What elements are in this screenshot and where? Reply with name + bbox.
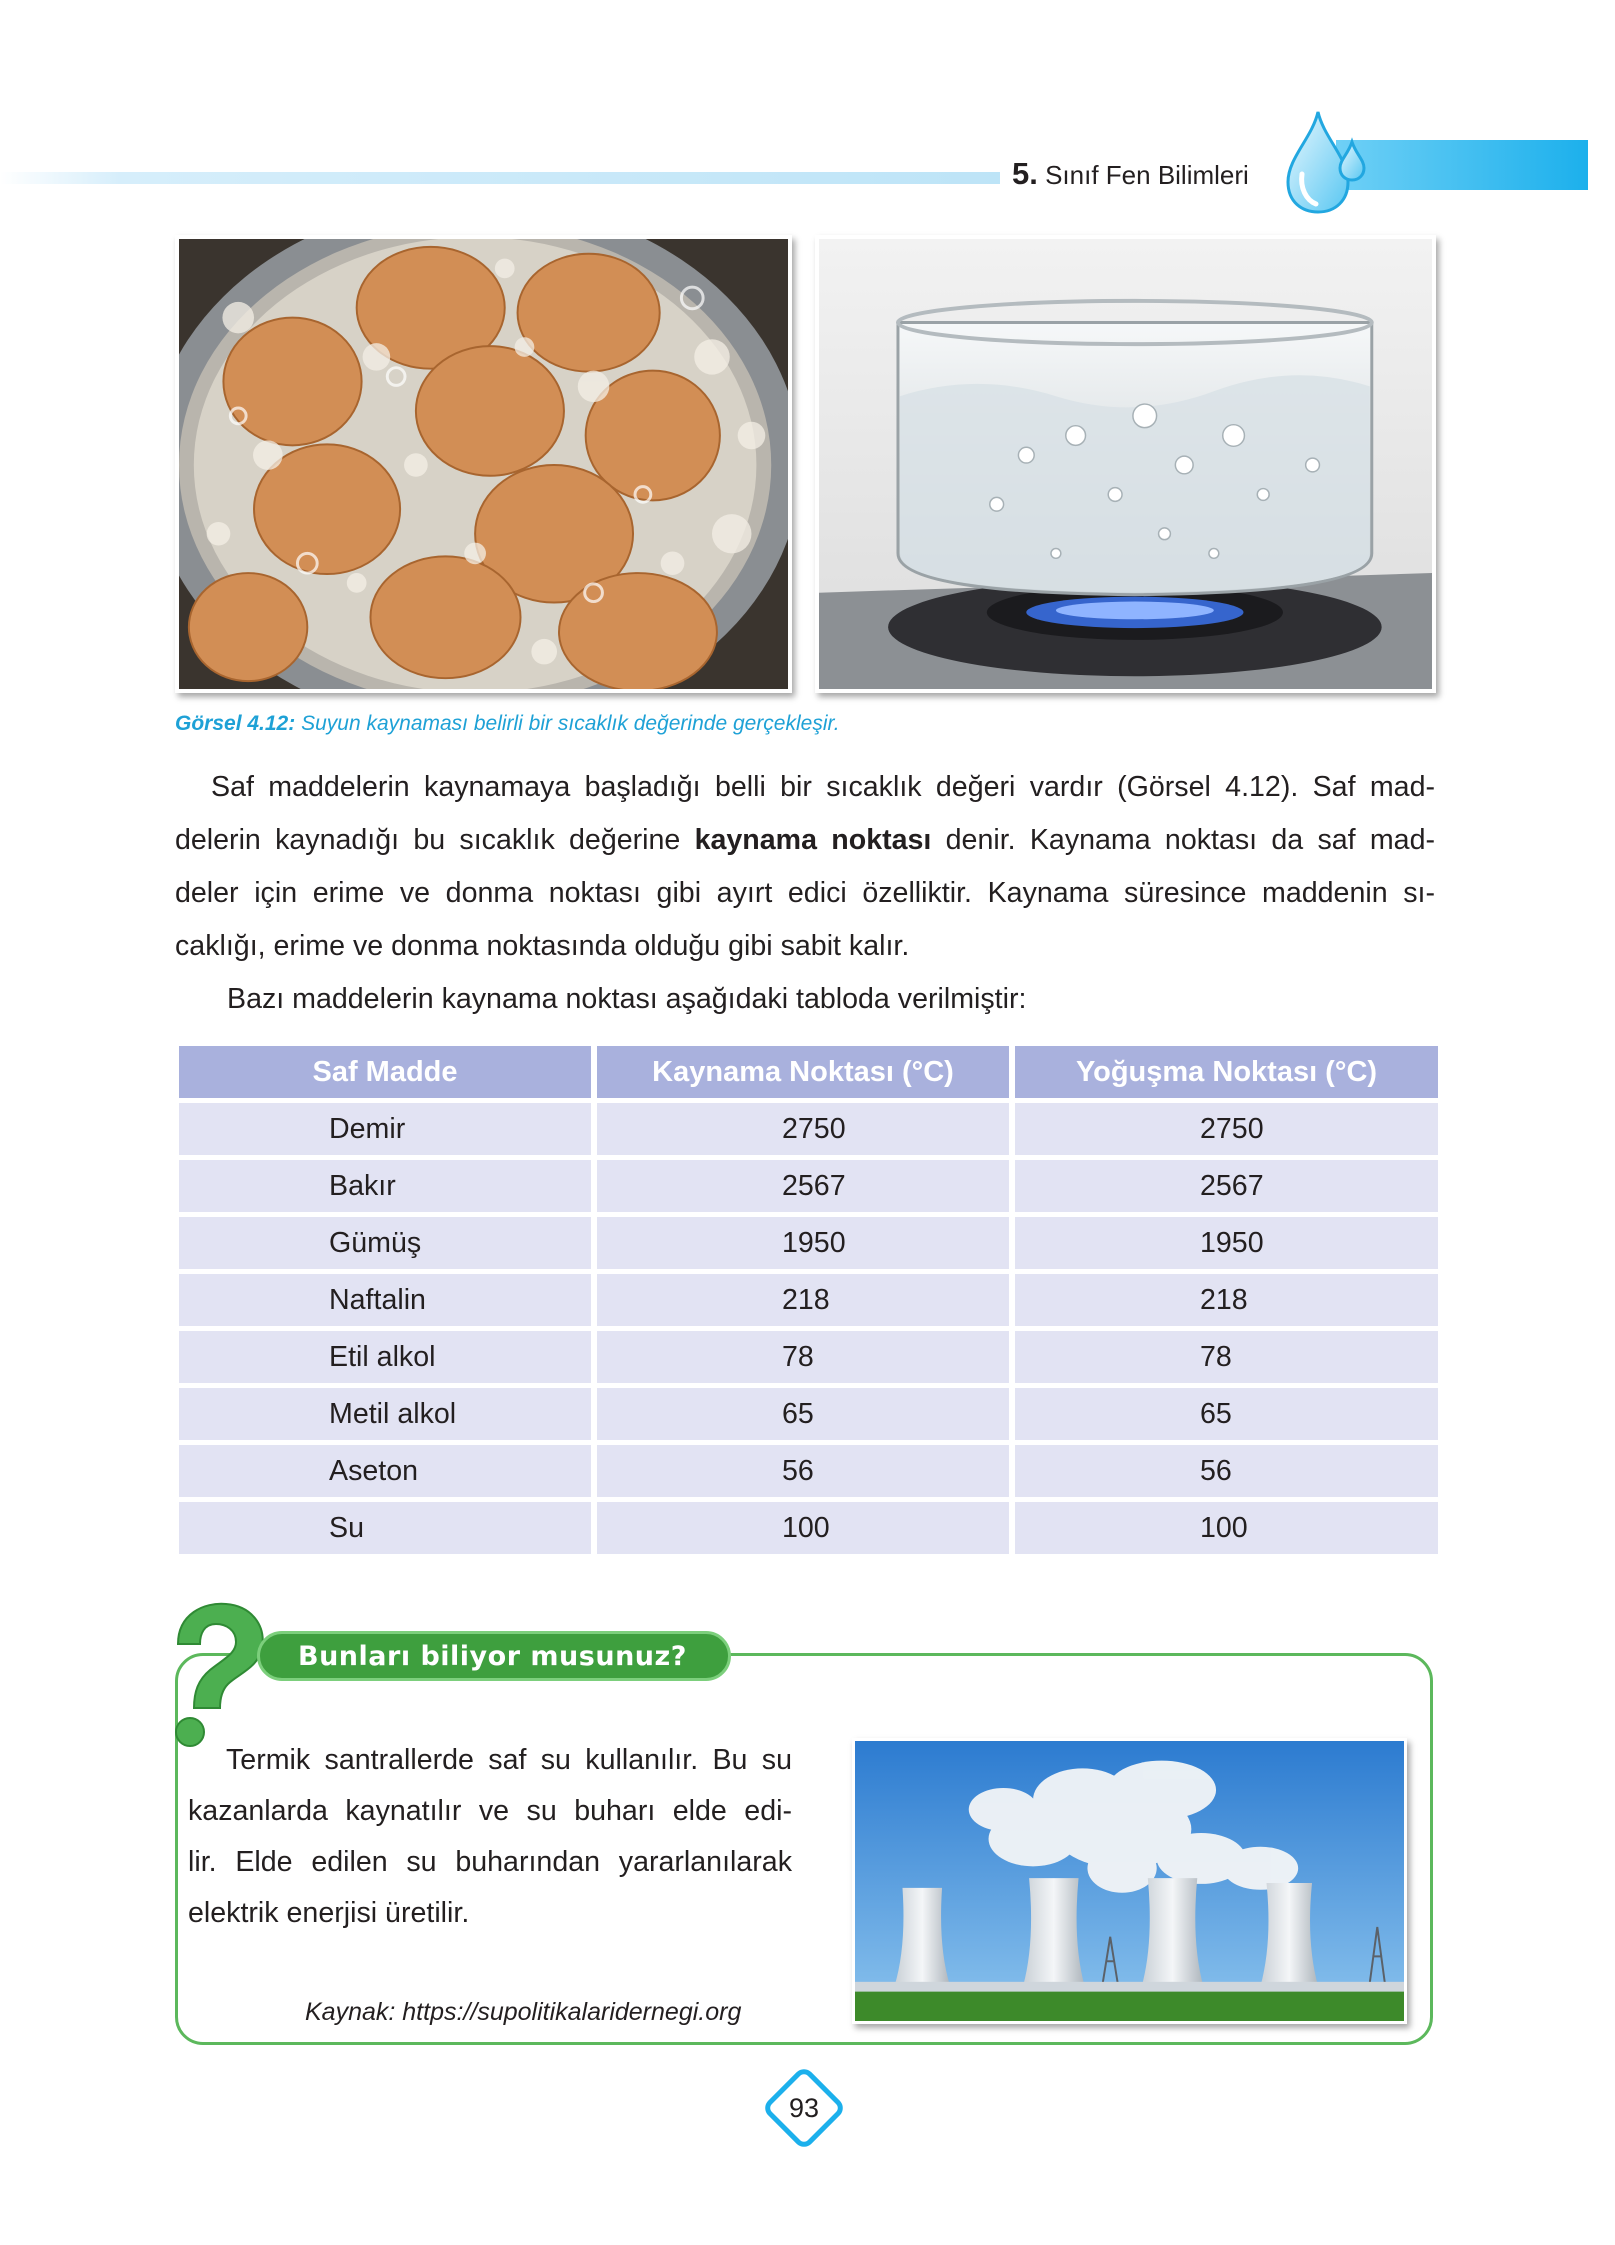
- table-cell: 2567: [1015, 1160, 1438, 1212]
- box-text-line: Termik santrallerde saf su kullanılır. Bu su: [226, 1744, 792, 1776]
- table-row: [179, 1445, 1438, 1497]
- paragraph-line: deler için erime ve donma noktası gibi ayırt edici özelliktir. Kaynama süresince maddenin sı-: [175, 877, 1435, 909]
- table-cell: 100: [597, 1502, 1009, 1554]
- table-cell: Gümüş: [179, 1217, 591, 1269]
- did-you-know-title: Bunları biliyor musunuz?: [298, 1641, 687, 1672]
- table-cell: Metil alkol: [179, 1388, 591, 1440]
- power-plant-photo: [852, 1738, 1407, 2024]
- box-text-line: kazanlarda kaynatılır ve su buharı elde edi-: [188, 1795, 792, 1827]
- table-cell: 65: [1015, 1388, 1438, 1440]
- paragraph-line: caklığı, erime ve donma noktasında olduğu gibi sabit kalır.: [175, 930, 910, 962]
- table-cell: 218: [597, 1274, 1009, 1326]
- boiling-eggs-photo: [175, 235, 792, 693]
- table-row: [179, 1502, 1438, 1554]
- table-cell: Naftalin: [179, 1274, 591, 1326]
- page-number: 93: [788, 2093, 820, 2123]
- table-row: [179, 1331, 1438, 1383]
- water-drop-icon: [1282, 108, 1372, 216]
- table-cell: Bakır: [179, 1160, 591, 1212]
- table-cell: 2750: [597, 1103, 1009, 1155]
- header-rule: [0, 172, 1000, 184]
- table-cell: 2750: [1015, 1103, 1438, 1155]
- figure-caption-text: Suyun kaynaması belirli bir sıcaklık değerinde gerçekleşir.: [301, 712, 840, 735]
- table-cell: 78: [597, 1331, 1009, 1383]
- table-header-boiling-point: Kaynama Noktası (°C): [597, 1046, 1009, 1098]
- table-row: [179, 1217, 1438, 1269]
- paragraph-line: delerin kaynadığı bu sıcaklık değerine kaynama noktası denir. Kaynama noktası da saf mad-: [175, 824, 1435, 856]
- table-cell: 1950: [597, 1217, 1009, 1269]
- table-cell: 218: [1015, 1274, 1438, 1326]
- header-accent-bar: [1336, 140, 1588, 190]
- table-cell: 78: [1015, 1331, 1438, 1383]
- table-cell: Aseton: [179, 1445, 591, 1497]
- table-cell: Etil alkol: [179, 1331, 591, 1383]
- paragraph-boiling-point: [175, 761, 1435, 973]
- box-text-line: elektrik enerjisi üretilir.: [188, 1897, 470, 1929]
- book-title: [1012, 156, 1249, 192]
- boiling-water-pot-photo: [815, 235, 1436, 693]
- table-cell: 65: [597, 1388, 1009, 1440]
- paragraph-line: Saf maddelerin kaynamaya başladığı belli bir sıcaklık değeri vardır (Görsel 4.12). Saf mad-: [211, 771, 1435, 803]
- table-row: [179, 1388, 1438, 1440]
- term-boiling-point: kaynama noktası: [694, 824, 932, 856]
- grade-number: 5.: [1012, 156, 1038, 191]
- table-cell: 56: [597, 1445, 1009, 1497]
- did-you-know-text: [188, 1735, 792, 1939]
- table-header-row: [179, 1046, 1438, 1098]
- figure-caption: [175, 712, 840, 736]
- table-cell: 100: [1015, 1502, 1438, 1554]
- paragraph-table-intro: Bazı maddelerin kaynama noktası aşağıdaki tabloda verilmiştir:: [227, 983, 1027, 1015]
- did-you-know-title-tab: [257, 1631, 731, 1681]
- figure-label: Görsel 4.12:: [175, 712, 296, 735]
- table-row: [179, 1103, 1438, 1155]
- box-text-line: lir. Elde edilen su buharından yararlanılarak: [188, 1846, 792, 1878]
- table-header-substance: Saf Madde: [179, 1046, 591, 1098]
- question-mark-icon: [160, 1600, 270, 1750]
- table-header-condensation-point: Yoğuşma Noktası (°C): [1015, 1046, 1438, 1098]
- table-cell: 56: [1015, 1445, 1438, 1497]
- book-title-text: Sınıf Fen Bilimleri: [1045, 160, 1249, 190]
- table-cell: Su: [179, 1502, 591, 1554]
- table-cell: Demir: [179, 1103, 591, 1155]
- table-row: [179, 1274, 1438, 1326]
- table-row: [179, 1160, 1438, 1212]
- boiling-points-table: [173, 1041, 1444, 1559]
- table-cell: 2567: [597, 1160, 1009, 1212]
- table-cell: 1950: [1015, 1217, 1438, 1269]
- source-citation: Kaynak: https://supolitikalaridernegi.org: [305, 1998, 742, 2026]
